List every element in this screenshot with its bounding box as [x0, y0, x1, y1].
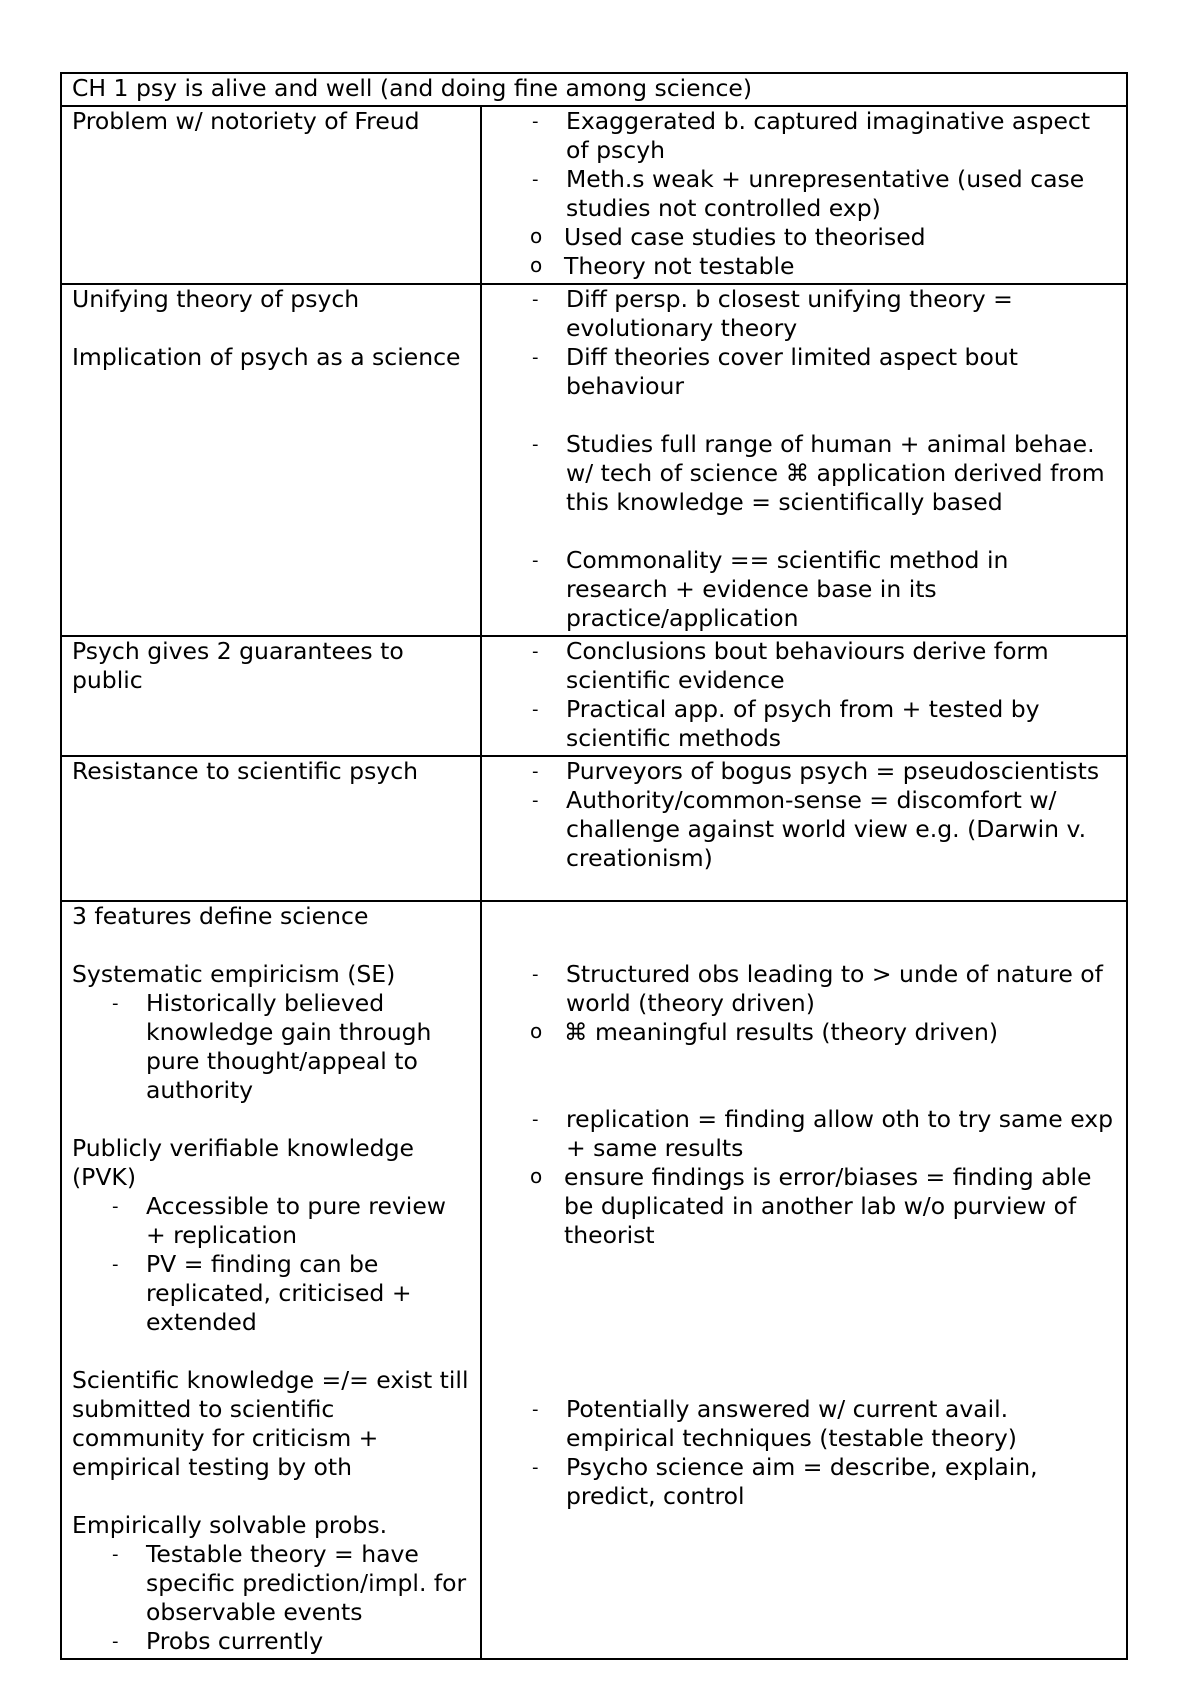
list-item: - Purveyors of bogus psych = pseudoscientists [492, 757, 1116, 786]
title-row [61, 73, 1127, 106]
notes-table [60, 72, 1128, 1660]
notes-cell [481, 106, 1127, 284]
notes-cell [481, 756, 1127, 901]
notes-list [492, 430, 1116, 517]
list-item: - PV = finding can be replicated, criticised + extended [72, 1250, 470, 1337]
list-item-text: Meth.s weak + unrepresentative (used case studies not controlled exp) [566, 165, 1085, 222]
table-row [61, 106, 1127, 284]
sub-list [490, 1163, 1116, 1250]
list-item [492, 960, 1116, 1047]
sub-list-item: o Theory not testable [490, 252, 1116, 281]
section-list [72, 1192, 470, 1337]
notes-cell [481, 901, 1127, 1659]
section-list [72, 1540, 470, 1656]
list-item: - Conclusions bout behaviours derive form scientific evidence [492, 637, 1116, 695]
sub-list [490, 223, 1116, 281]
topic-heading: 3 features define science [72, 902, 369, 930]
topic-cell [61, 756, 481, 901]
table-row [61, 284, 1127, 636]
title-cell: CH 1 psy is alive and well (and doing fine among science) [61, 73, 1127, 106]
table-row [61, 901, 1127, 1659]
notes-page [60, 72, 1126, 1660]
notes-list [492, 1105, 1116, 1250]
list-item: - Historically believed knowledge gain through pure thought/appeal to authority [72, 989, 470, 1105]
list-item: - Diff theories cover limited aspect bout behaviour [492, 343, 1116, 401]
list-item [492, 165, 1116, 281]
sub-list [490, 1018, 1116, 1047]
section-heading: Systematic empiricism (SE) [72, 960, 396, 988]
list-item [492, 1105, 1116, 1250]
notes-list [492, 960, 1116, 1047]
section-heading: Scientific knowledge =/= exist till submitted to scientific community for criticism + empirical testing by oth [72, 1366, 469, 1481]
topic-text: Problem w/ notoriety of Freud [72, 107, 420, 135]
list-item: - Exaggerated b. captured imaginative aspect of pscyh [492, 107, 1116, 165]
list-item: - Commonality == scientific method in research + evidence base in its practice/application [492, 546, 1116, 633]
notes-list [492, 1395, 1116, 1511]
topic-text: Unifying theory of psych [72, 285, 360, 313]
notes-list [492, 285, 1116, 401]
notes-list [492, 757, 1116, 873]
list-item: - Psycho science aim = describe, explain, predict, control [492, 1453, 1116, 1511]
topic-cell [61, 901, 481, 1659]
topic-cell [61, 636, 481, 756]
sub-list-item: o ⌘ meaningful results (theory driven) [490, 1018, 1116, 1047]
list-item: - Studies full range of human + animal behae. w/ tech of science ⌘ application derived from this knowledge = scientifically based [492, 430, 1116, 517]
table-row [61, 636, 1127, 756]
notes-cell [481, 636, 1127, 756]
list-item: - Authority/common-sense = discomfort w/ challenge against world view e.g. (Darwin v. creationism) [492, 786, 1116, 873]
list-item: - Potentially answered w/ current avail. empirical techniques (testable theory) [492, 1395, 1116, 1453]
section-heading: Publicly verifiable knowledge (PVK) [72, 1134, 414, 1191]
list-item: - Probs currently [72, 1627, 470, 1656]
topic-cell [61, 284, 481, 636]
list-item: - Diff persp. b closest unifying theory = evolutionary theory [492, 285, 1116, 343]
notes-list [492, 637, 1116, 753]
table-row [61, 756, 1127, 901]
topic-cell [61, 106, 481, 284]
sub-list-item: o Used case studies to theorised [490, 223, 1116, 252]
list-item-text: Structured obs leading to > unde of nature of world (theory driven) [566, 960, 1103, 1017]
section-heading: Empirically solvable probs. [72, 1511, 388, 1539]
notes-cell [481, 284, 1127, 636]
list-item: - Accessible to pure review + replication [72, 1192, 470, 1250]
sub-list-item: o ensure findings is error/biases = finding able be duplicated in another lab w/o purview of theorist [490, 1163, 1116, 1250]
list-item-text: replication = finding allow oth to try same exp + same results [566, 1105, 1114, 1162]
notes-list [492, 107, 1116, 281]
list-item: - Testable theory = have specific prediction/impl. for observable events [72, 1540, 470, 1627]
topic-text: Resistance to scientific psych [72, 757, 419, 785]
topic-text: Psych gives 2 guarantees to public [72, 637, 404, 694]
section-list [72, 989, 470, 1105]
topic-text: Implication of psych as a science [72, 343, 461, 371]
notes-list [492, 546, 1116, 633]
list-item: - Practical app. of psych from + tested by scientific methods [492, 695, 1116, 753]
